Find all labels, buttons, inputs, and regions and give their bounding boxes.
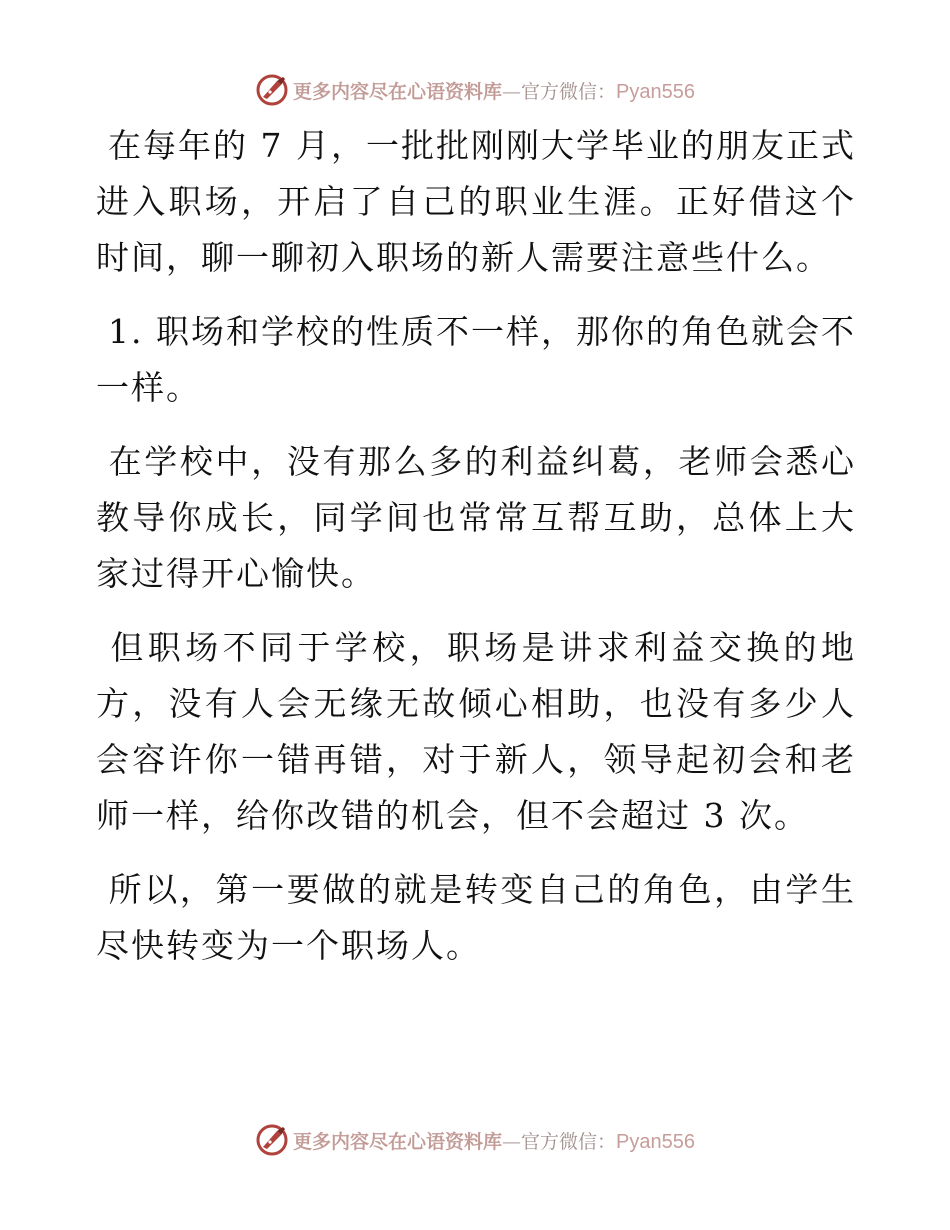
paragraph-point-1-text: 1. 职场和学校的性质不一样，那你的角色就会不一样。 [96, 312, 856, 407]
header-banner [0, 68, 950, 112]
paragraph-school-text: 在学校中，没有那么多的利益纠葛，老师会悉心教导你成长，同学间也常常互帮互助，总体上大家过得开心愉快。 [96, 442, 856, 593]
paragraph-intro-text: 在每年的 7 月，一批批刚刚大学毕业的朋友正式进入职场，开启了自己的职业生涯。正好借这个时间，聊一聊初入职场的新人需要注意些什么。 [96, 126, 856, 277]
paragraph-workplace [96, 620, 856, 844]
header-banner-text [293, 77, 695, 104]
footer-banner-text [293, 1127, 695, 1154]
document-body [96, 118, 856, 992]
header-banner-wx-label: 官方微信： [521, 80, 617, 103]
footer-banner [0, 1118, 950, 1162]
footer-banner-dash: — [502, 1130, 522, 1153]
footer-banner-wx-id: Pyan556 [616, 1130, 695, 1153]
paragraph-workplace-text: 但职场不同于学校，职场是讲求利益交换的地方，没有人会无缘无故倾心相助，也没有多少人会容许你一错再错，对于新人，领导起初会和老师一样，给你改错的机会，但不会超过 3 次。 [96, 628, 856, 835]
paragraph-school [96, 434, 856, 602]
paragraph-conclusion-text: 所以，第一要做的就是转变自己的角色，由学生尽快转变为一个职场人。 [96, 870, 856, 965]
paragraph-conclusion [96, 862, 856, 974]
pen-nib-logo-icon [255, 1123, 289, 1157]
pen-nib-logo-icon [255, 73, 289, 107]
footer-banner-wx-label: 官方微信： [521, 1130, 617, 1153]
header-banner-main: 更多内容尽在心语资料库 [293, 80, 503, 103]
footer-banner-main: 更多内容尽在心语资料库 [293, 1130, 503, 1153]
header-banner-dash: — [502, 80, 522, 103]
header-banner-wx-id: Pyan556 [616, 80, 695, 103]
paragraph-point-1 [96, 304, 856, 416]
paragraph-intro [96, 118, 856, 286]
